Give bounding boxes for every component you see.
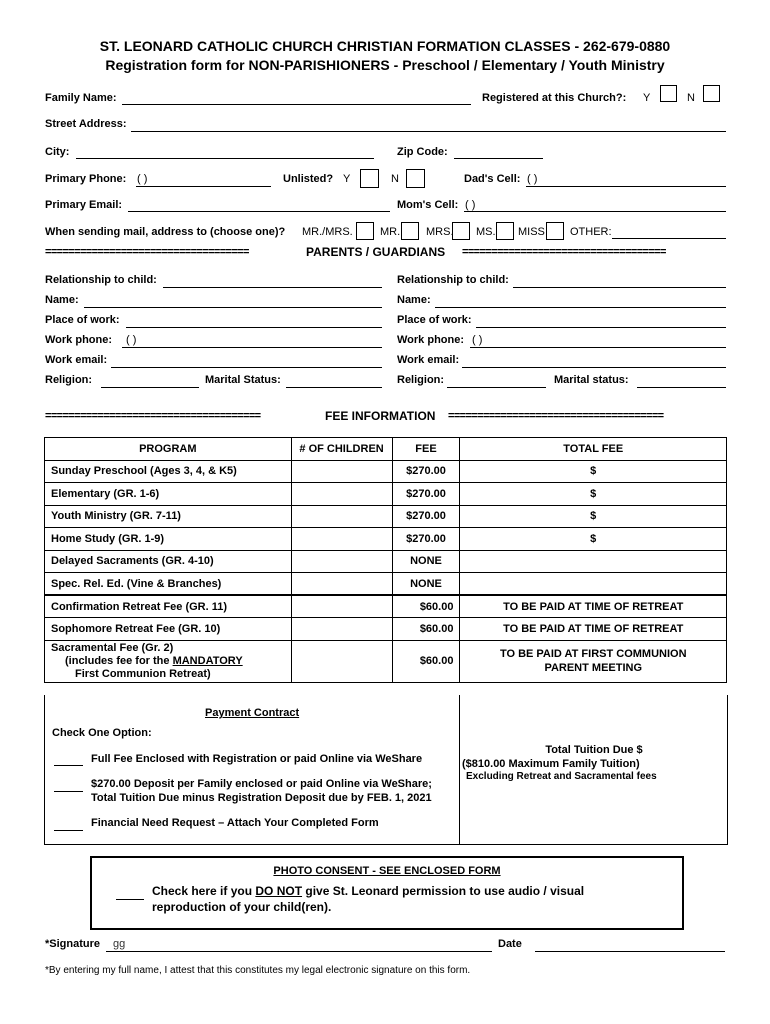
title-option-mr-mrs: MR./MRS. [302, 226, 353, 238]
family-name-label: Family Name: [45, 92, 117, 104]
photo-consent-title: PHOTO CONSENT - SEE ENCLOSED FORM [273, 865, 501, 877]
primary-email-field[interactable] [128, 211, 390, 212]
unlisted-yes-checkbox[interactable] [360, 169, 379, 188]
sacramental-line2-prefix: (includes fee for the [65, 654, 173, 667]
fee-divider-right: ===================================== [448, 410, 664, 422]
zip-label: Zip Code: [397, 146, 448, 158]
parents-divider-right: =================================== [462, 246, 666, 258]
title-mr-checkbox[interactable] [401, 222, 419, 240]
children-cell[interactable] [291, 505, 392, 528]
option-deposit-blank[interactable] [54, 791, 83, 792]
fee-table [44, 437, 727, 683]
right-relationship-label: Relationship to child: [397, 274, 509, 286]
title-mr-mrs-checkbox[interactable] [356, 222, 374, 240]
mail-addressing-label: When sending mail, address to (choose one)? [45, 226, 286, 238]
left-work-phone-area: ( ) [126, 334, 137, 346]
title-option-other: OTHER: [570, 226, 612, 238]
zip-field[interactable] [454, 158, 543, 159]
dads-cell-area: ( ) [527, 173, 538, 185]
column-header-program: PROGRAM [45, 438, 292, 461]
table-row [45, 505, 727, 528]
table-row [45, 618, 727, 641]
column-header-total: TOTAL FEE [460, 438, 727, 461]
primary-phone-label: Primary Phone: [45, 173, 127, 185]
left-name-field[interactable] [84, 307, 382, 308]
left-marital-status-label: Marital Status: [205, 374, 281, 386]
title-option-mr: MR. [380, 226, 401, 238]
left-relationship-label: Relationship to child: [45, 274, 157, 286]
moms-cell-area: ( ) [465, 199, 476, 211]
total-cell [460, 573, 727, 596]
program-cell: Youth Ministry (GR. 7-11) [45, 505, 292, 528]
fee-cell: $270.00 [392, 460, 460, 483]
check-one-label: Check One Option: [52, 727, 152, 739]
payment-contract-title: Payment Contract [205, 707, 300, 719]
table-row [45, 640, 727, 682]
registered-label: Registered at this Church?: [482, 92, 627, 104]
right-relationship-field[interactable] [513, 287, 726, 288]
registered-no-checkbox[interactable] [703, 85, 720, 102]
left-work-phone-field[interactable] [122, 347, 382, 348]
fee-heading: FEE INFORMATION [325, 409, 436, 423]
city-field[interactable] [76, 158, 374, 159]
page-subtitle: Registration form for NON-PARISHIONERS - Preschool / Elementary / Youth Ministry [105, 57, 665, 73]
left-work-phone-label: Work phone: [45, 334, 113, 346]
sacramental-mandatory: MANDATORY [172, 654, 243, 667]
dads-cell-field[interactable] [526, 186, 726, 187]
right-name-label: Name: [397, 294, 431, 306]
column-header-fee: FEE [392, 438, 460, 461]
option-full-fee-blank[interactable] [54, 765, 83, 766]
children-cell[interactable] [291, 640, 392, 682]
primary-phone-field[interactable] [136, 186, 271, 187]
right-name-field[interactable] [435, 307, 726, 308]
left-name-label: Name: [45, 294, 79, 306]
registered-yes-label: Y [643, 92, 651, 104]
registered-yes-checkbox[interactable] [660, 85, 677, 102]
right-work-phone-area: ( ) [472, 334, 483, 346]
right-work-phone-field[interactable] [470, 347, 726, 348]
parents-heading: PARENTS / GUARDIANS [306, 245, 446, 259]
program-cell: Elementary (GR. 1-6) [45, 483, 292, 506]
left-religion-label: Religion: [45, 374, 93, 386]
title-option-ms: MS. [476, 226, 496, 238]
left-place-of-work-field[interactable] [126, 327, 382, 328]
option-financial-need-text: Financial Need Request – Attach Your Completed Form [91, 817, 379, 829]
table-row [45, 573, 727, 596]
title-option-miss: MISS [518, 226, 545, 238]
street-address-label: Street Address: [45, 118, 127, 130]
children-cell[interactable] [291, 460, 392, 483]
left-place-of-work-label: Place of work: [45, 314, 120, 326]
program-cell: Sophomore Retreat Fee (GR. 10) [45, 618, 292, 641]
right-place-of-work-field[interactable] [476, 327, 726, 328]
right-work-phone-label: Work phone: [397, 334, 465, 346]
moms-cell-label: Mom's Cell: [397, 199, 459, 211]
option-full-fee-text: Full Fee Enclosed with Registration or paid Online via WeShare [91, 753, 423, 765]
sacramental-line2 [51, 655, 285, 668]
program-cell: Delayed Sacraments (GR. 4-10) [45, 550, 292, 573]
total-cell[interactable]: $ [460, 483, 727, 506]
right-place-of-work-label: Place of work: [397, 314, 472, 326]
right-religion-field[interactable] [447, 387, 546, 388]
left-relationship-field[interactable] [163, 287, 382, 288]
table-row [45, 460, 727, 483]
children-cell[interactable] [291, 483, 392, 506]
registered-no-label: N [687, 92, 695, 104]
total-tuition-box [459, 695, 728, 845]
sacramental-line3: First Communion Retreat) [75, 667, 211, 680]
signature-label: *Signature [45, 938, 101, 950]
page-title: ST. LEONARD CATHOLIC CHURCH CHRISTIAN FORMATION CLASSES - 262-679-0880 [99, 38, 671, 54]
total-tuition-due-label: Total Tuition Due $ [545, 744, 643, 756]
table-row [45, 595, 727, 618]
total-cell: TO BE PAID AT TIME OF RETREAT [460, 618, 727, 641]
fee-cell: $60.00 [392, 640, 460, 682]
table-row [45, 550, 727, 573]
sacramental-line1: Sacramental Fee (Gr. 2) [51, 641, 174, 654]
children-cell[interactable] [291, 573, 392, 596]
right-marital-status-label: Marital status: [554, 374, 629, 386]
date-field[interactable] [535, 951, 725, 952]
right-work-email-label: Work email: [397, 354, 460, 366]
total-cell [460, 640, 727, 682]
date-label: Date [498, 938, 522, 950]
program-cell: Spec. Rel. Ed. (Vine & Branches) [45, 573, 292, 596]
city-label: City: [45, 146, 70, 158]
program-cell [45, 640, 292, 682]
unlisted-no-checkbox[interactable] [406, 169, 425, 188]
right-marital-status-field[interactable] [637, 387, 726, 388]
photo-consent-line1 [152, 884, 584, 898]
fee-cell: $270.00 [392, 505, 460, 528]
photo-consent-do-not: DO NOT [255, 884, 303, 898]
children-cell[interactable] [291, 550, 392, 573]
table-row [45, 483, 727, 506]
excluding-fees-note: Excluding Retreat and Sacramental fees [466, 771, 657, 782]
unlisted-yes-label: Y [343, 173, 351, 185]
left-marital-status-field[interactable] [286, 387, 382, 388]
parents-divider-left: =================================== [45, 246, 249, 258]
total-cell[interactable]: $ [460, 505, 727, 528]
left-work-email-label: Work email: [45, 354, 108, 366]
program-cell: Sunday Preschool (Ages 3, 4, & K5) [45, 460, 292, 483]
fee-cell: $270.00 [392, 528, 460, 551]
fee-cell: $270.00 [392, 483, 460, 506]
left-religion-field[interactable] [101, 387, 199, 388]
total-cell [460, 550, 727, 573]
program-cell: Home Study (GR. 1-9) [45, 528, 292, 551]
fee-table-header [45, 438, 727, 461]
fee-cell: $60.00 [392, 618, 460, 641]
total-cell: TO BE PAID AT TIME OF RETREAT [460, 595, 727, 618]
children-cell[interactable] [291, 595, 392, 618]
photo-consent-line1-prefix: Check here if you [152, 884, 256, 898]
fee-cell: $60.00 [392, 595, 460, 618]
children-cell[interactable] [291, 618, 392, 641]
photo-consent-line2: reproduction of your child(ren). [152, 900, 332, 914]
table-row [45, 528, 727, 551]
column-header-children: # OF CHILDREN [291, 438, 392, 461]
photo-consent-blank[interactable] [116, 899, 144, 900]
title-other-field[interactable] [612, 238, 726, 239]
total-cell[interactable]: $ [460, 528, 727, 551]
signature-value[interactable]: gg [113, 938, 126, 950]
fee-cell: NONE [392, 573, 460, 596]
primary-phone-area: ( ) [137, 173, 148, 185]
title-miss-checkbox[interactable] [546, 222, 564, 240]
street-address-field[interactable] [131, 131, 726, 132]
right-work-email-field[interactable] [462, 367, 726, 368]
sacramental-total-line2: PARENT MEETING [544, 662, 643, 674]
unlisted-no-label: N [391, 173, 399, 185]
title-mrs-checkbox[interactable] [452, 222, 470, 240]
signature-field[interactable] [106, 951, 492, 952]
option-deposit-text-2: Total Tuition Due minus Registration Deposit due by FEB. 1, 2021 [91, 792, 432, 804]
sacramental-total-line1: TO BE PAID AT FIRST COMMUNION [499, 648, 687, 660]
unlisted-label: Unlisted? [283, 173, 334, 185]
photo-consent-line1-suffix: give St. Leonard permission to use audio / visual [302, 884, 585, 898]
primary-email-label: Primary Email: [45, 199, 123, 211]
program-cell: Confirmation Retreat Fee (GR. 11) [45, 595, 292, 618]
fee-divider-left: ===================================== [45, 410, 261, 422]
maximum-tuition-note: ($810.00 Maximum Family Tuition) [462, 758, 640, 770]
total-cell[interactable]: $ [460, 460, 727, 483]
title-option-mrs: MRS. [426, 226, 454, 238]
signature-attestation-note: *By entering my full name, I attest that this constitutes my legal electronic signature on this form. [45, 965, 471, 976]
moms-cell-field[interactable] [464, 211, 726, 212]
family-name-field[interactable] [122, 104, 471, 105]
option-financial-need-blank[interactable] [54, 830, 83, 831]
title-ms-checkbox[interactable] [496, 222, 514, 240]
dads-cell-label: Dad's Cell: [464, 173, 521, 185]
fee-cell: NONE [392, 550, 460, 573]
option-deposit-text-1: $270.00 Deposit per Family enclosed or paid Online via WeShare; [91, 778, 432, 790]
left-work-email-field[interactable] [111, 367, 382, 368]
right-religion-label: Religion: [397, 374, 445, 386]
children-cell[interactable] [291, 528, 392, 551]
